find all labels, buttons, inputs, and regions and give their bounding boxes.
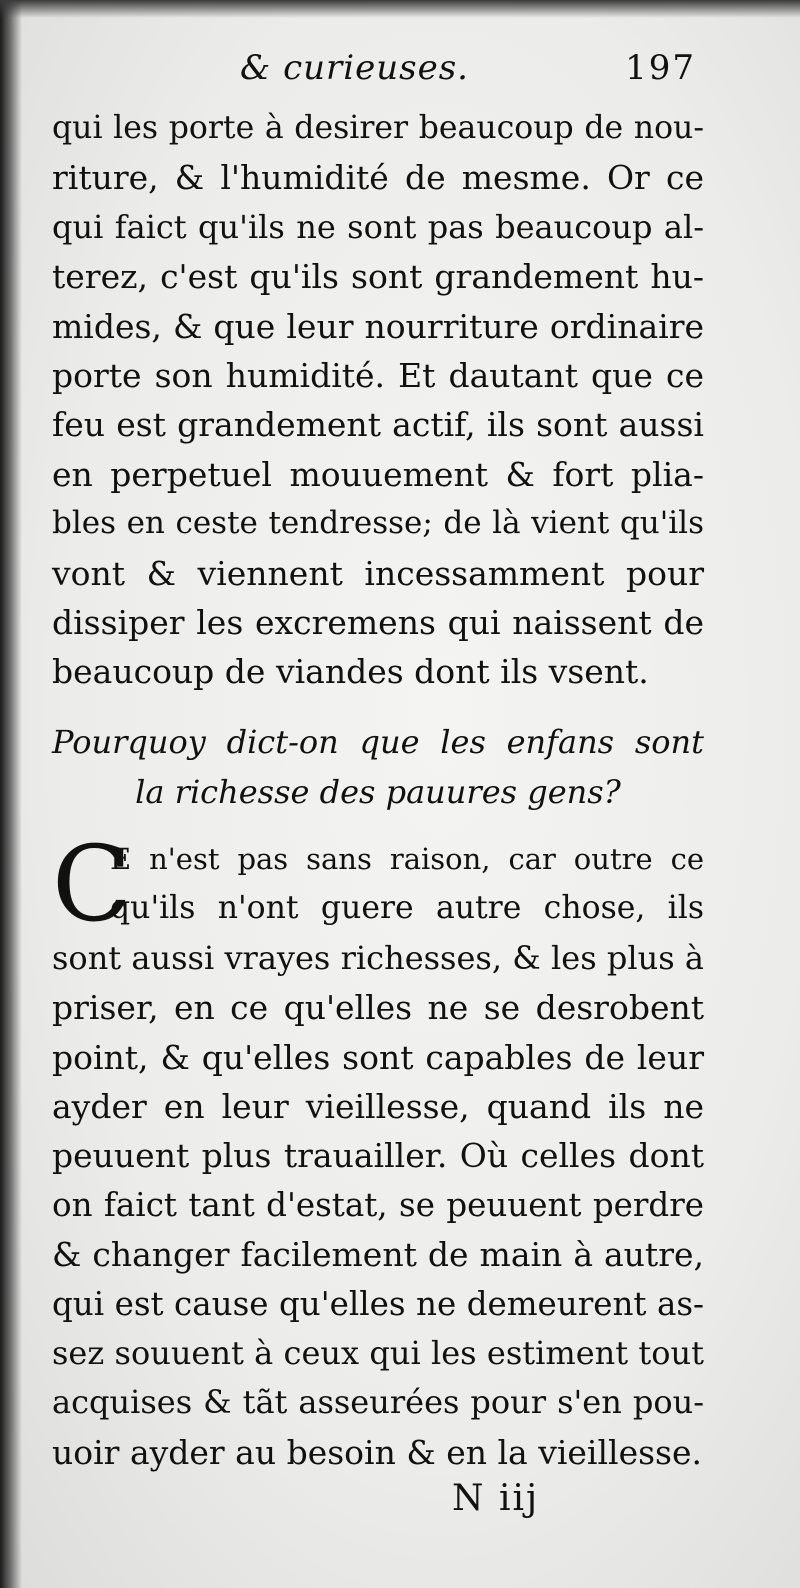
text-line: en perpetuel mouuement & fort plia- [52, 454, 704, 494]
text-block [52, 40, 704, 1477]
heading-line: Pourquoy dict-on que les enfans sont [52, 722, 704, 761]
page-number: 197 [625, 48, 696, 88]
text-line: dissiper les excremens qui naissent de [52, 603, 704, 643]
text-line: sont aussi vrayes richesses, & les plus à [52, 938, 704, 977]
text-line: feu est grandement actif, ils sont aussi [52, 405, 704, 445]
text-line: acquises & tãt asseurées pour s'en pou- [52, 1383, 704, 1422]
text-line: bles en ceste tendresse; de là vient qu'ils [52, 505, 704, 542]
text-line: qui est cause qu'elles ne demeurent as- [52, 1284, 704, 1323]
text-line: on faict tant d'estat, se peuuent perdre [52, 1185, 704, 1224]
text-line: mides, & que leur nourriture ordinaire [52, 306, 704, 346]
running-head [52, 40, 704, 104]
text-line: beaucoup de viandes dont ils vsent. [52, 652, 649, 692]
text-line: riture, & l'humidité de mesme. Or ce [52, 158, 704, 198]
text-line: point, & qu'elles sont capables de leur [52, 1037, 704, 1077]
text-line: porte son humidité. Et dautant que ce [52, 356, 704, 396]
text-line: priser, en ce qu'elles ne se desrobent [52, 988, 704, 1028]
text-line: sez souuent à ceux qui les estiment tout [52, 1333, 704, 1372]
text-line: peuuent plus trauailler. Où celles dont [52, 1136, 704, 1176]
paragraph-1 [52, 104, 704, 697]
question-heading [52, 717, 704, 817]
drop-cap: C [52, 822, 132, 945]
spine-shadow [0, 0, 22, 1588]
text-line: terez, c'est qu'ils sont grandement hu- [52, 257, 704, 297]
text-line: qu'ils n'ont guere autre chose, ils [110, 890, 704, 927]
running-title: & curieuses. [240, 48, 469, 88]
text-line: vont & viennent incessamment pour [52, 553, 704, 593]
text-line: & changer facilement de main à autre, [52, 1235, 704, 1275]
text-line: E n'est pas sans raison, car outre ce [110, 841, 704, 876]
paragraph-2 [52, 822, 704, 1477]
text-line: ayder en leur vieillesse, quand ils ne [52, 1086, 704, 1126]
page-top-edge [0, 0, 800, 18]
signature-mark: N iij [452, 1478, 540, 1519]
text-line: qui les porte à desirer beaucoup de nou- [52, 110, 704, 146]
text-line: uoir ayder au besoin & en la vieillesse. [52, 1432, 703, 1472]
text-line: qui faict qu'ils ne sont pas beaucoup al- [52, 207, 704, 246]
heading-line: la richesse des pauures gens? [135, 772, 621, 811]
